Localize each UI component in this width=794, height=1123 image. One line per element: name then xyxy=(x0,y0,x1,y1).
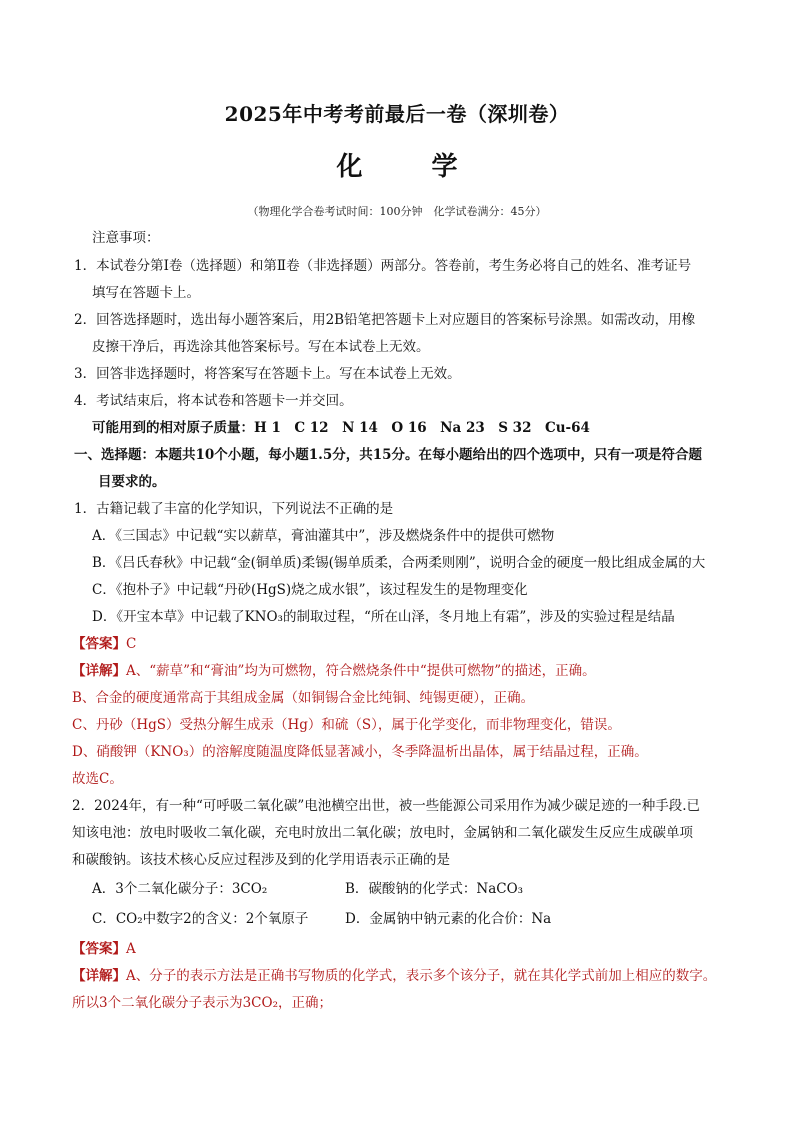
instruction-item: 皮擦干净后，再选涂其他答案标号。写在本试卷上无效。 xyxy=(92,339,430,355)
question-1-answer xyxy=(72,635,732,653)
question-2-option-c: C．CO₂中数字2的含义：2个氧原子 xyxy=(92,911,309,927)
instructions-heading: 注意事项： xyxy=(92,230,160,246)
question-2-option-a: A．3个二氧化碳分子：3CO₂ xyxy=(92,881,268,897)
question-2-detail xyxy=(72,967,732,985)
atomic-masses: 可能用到的相对原子质量：H 1 C 12 N 14 O 16 Na 23 S 32 Cu-64 xyxy=(92,420,590,436)
detail-line: 所以3个二氧化碳分子表示为3CO₂，正确； xyxy=(72,995,332,1011)
detail-label: 【详解】 xyxy=(72,968,126,984)
instruction-item: 填写在答题卡上。 xyxy=(92,285,200,301)
detail-text: A、分子的表示方法是正确书写物质的化学式，表示多个该分子，就在其化学式前加上相应的数字。 xyxy=(126,968,717,984)
subject-title: 化 学 xyxy=(336,152,488,182)
exam-title: 2025年中考考前最后一卷（深圳卷） xyxy=(224,102,570,126)
section-heading-cont: 目要求的。 xyxy=(98,474,166,490)
instruction-item: 4．考试结束后，将本试卷和答题卡一并交回。 xyxy=(74,393,353,409)
question-1-option-d: D．《开宝本草》中记载了KNO₃的制取过程，“所在山泽，冬月地上有霜”，涉及的实验过程是结晶 xyxy=(92,609,675,625)
question-1-detail xyxy=(72,662,732,680)
detail-conclusion: 故选C。 xyxy=(72,771,123,787)
question-1-option-c: C．《抱朴子》中记载“丹砂(HgS)烧之成水银”，该过程发生的是物理变化 xyxy=(92,582,528,598)
instruction-item: 3．回答非选择题时，将答案写在答题卡上。写在本试卷上无效。 xyxy=(74,366,461,382)
answer-label: 【答案】 xyxy=(72,941,126,957)
section-heading: 一、选择题：本题共10个小题，每小题1.5分，共15分。在每小题给出的四个选项中，只有一项是符合题 xyxy=(74,447,703,463)
instruction-item: 2．回答选择题时，选出每小题答案后，用2B铅笔把答题卡上对应题目的答案标号涂黑。如需改动，用橡 xyxy=(74,312,696,328)
question-2-option-d: D．金属钠中钠元素的化合价：Na xyxy=(345,911,552,927)
question-2-answer xyxy=(72,940,732,958)
exam-time-note: （物理化学合卷考试时间：100分钟 化学试卷满分：45分） xyxy=(247,205,547,218)
question-1-stem: 1．古籍记载了丰富的化学知识，下列说法不正确的是 xyxy=(74,501,394,517)
answer-value: A xyxy=(126,941,136,957)
detail-line: B、合金的硬度通常高于其组成金属（如铜锡合金比纯铜、纯锡更硬），正确。 xyxy=(72,690,535,706)
question-2-stem-line: 和碳酸钠。该技术核心反应过程涉及到的化学用语表示正确的是 xyxy=(72,852,450,868)
detail-text: A、“薪草”和“膏油”均为可燃物，符合燃烧条件中“提供可燃物”的描述，正确。 xyxy=(126,663,596,679)
instruction-item: 1．本试卷分第Ⅰ卷（选择题）和第Ⅱ卷（非选择题）两部分。答卷前，考生务必将自己的姓名、准考证号 xyxy=(74,258,692,274)
detail-label: 【详解】 xyxy=(72,663,126,679)
detail-line: D、硝酸钾（KNO₃）的溶解度随温度降低显著减小，冬季降温析出晶体，属于结晶过程，正确。 xyxy=(72,744,648,760)
answer-label: 【答案】 xyxy=(72,636,126,652)
question-2-stem-line: 2．2024年，有一种“可呼吸二氧化碳”电池横空出世，被一些能源公司采用作为减少碳足迹的一种手段.已 xyxy=(72,798,701,814)
question-2-stem-line: 知该电池：放电时吸收二氧化碳，充电时放出二氧化碳；放电时，金属钠和二氧化碳发生反应生成碳单项 xyxy=(72,825,693,841)
question-2-option-b: B．碳酸钠的化学式：NaCO₃ xyxy=(345,881,524,897)
detail-line: C、丹砂（HgS）受热分解生成汞（Hg）和硫（S），属于化学变化，而非物理变化，错误。 xyxy=(72,717,621,733)
answer-value: C xyxy=(126,636,137,652)
question-1-option-b: B．《吕氏春秋》中记载“金(铜单质)柔锡(锡单质柔，合两柔则刚”，说明合金的硬度一般比组成金属的大 xyxy=(92,555,706,571)
question-1-option-a: A．《三国志》中记载“实以薪草，膏油灌其中”，涉及燃烧条件中的提供可燃物 xyxy=(92,528,555,544)
